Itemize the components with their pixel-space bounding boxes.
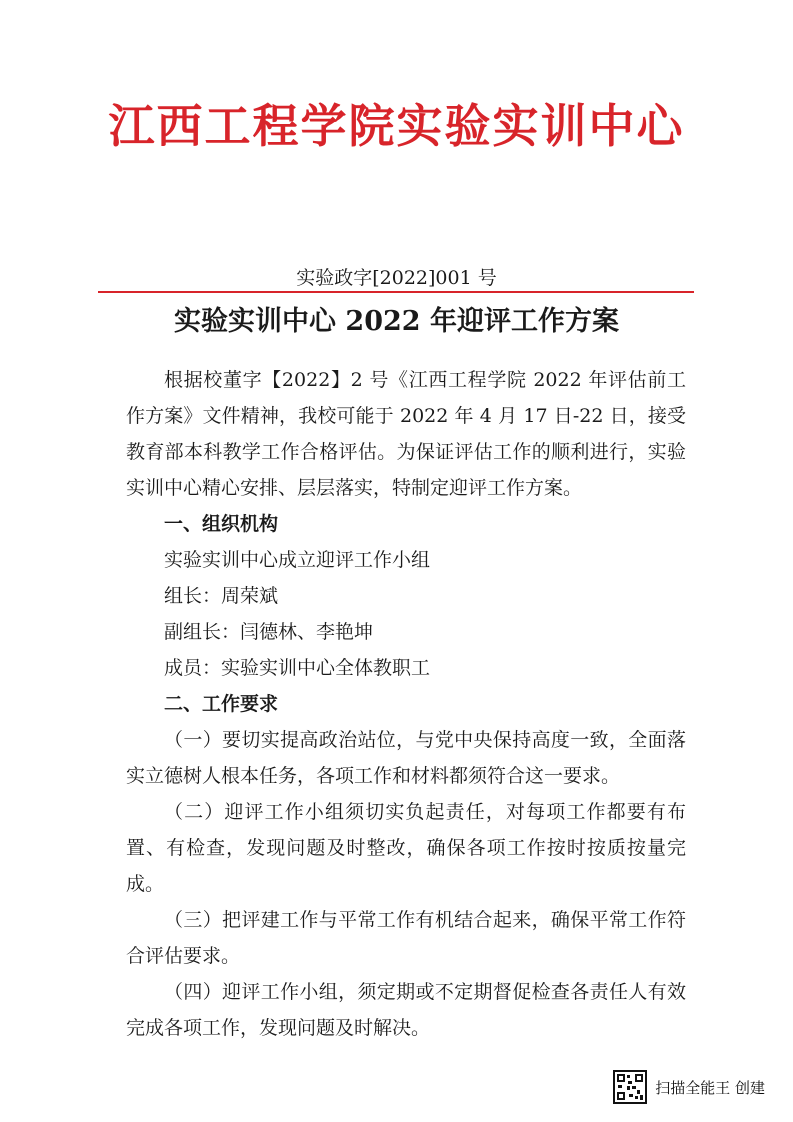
requirement-item: （二）迎评工作小组须切实负起责任，对每项工作都要有布置、有检查，发现问题及时整改，确保各项工作按时按质按量完成。	[126, 801, 686, 895]
organization-line: 副组长：闫德林、李艳坤	[164, 621, 374, 643]
requirement-item: （一）要切实提高政治站位，与党中央保持高度一致，全面落实立德树人根本任务，各项工作和材料都须符合这一要求。	[126, 729, 686, 787]
qr-code-icon	[613, 1070, 647, 1104]
document-body	[126, 362, 686, 1046]
red-divider-line	[98, 291, 694, 293]
intro-paragraph: 根据校董字【2022】2 号《江西工程学院 2022 年评估前工作方案》文件精神，我校可能于 2022 年 4 月 17 日-22 日，接受教育部本科教学工作合格评估。为保证评估工作的顺利进行，实验实训中心精心安排、层层落实，特制定迎评工作方案。	[126, 369, 686, 499]
document-title: 实验实训中心 2022 年迎评工作方案	[174, 306, 619, 337]
letterhead-title: 江西工程学院实验实训中心	[108, 99, 685, 153]
section-heading-requirements: 二、工作要求	[164, 693, 279, 715]
document-number: 实验政字[2022]001 号	[296, 267, 497, 289]
organization-line: 实验实训中心成立迎评工作小组	[164, 549, 431, 571]
scanner-watermark	[613, 1070, 765, 1104]
section-heading-organization: 一、组织机构	[164, 513, 279, 535]
requirement-item: （四）迎评工作小组，须定期或不定期督促检查各责任人有效完成各项工作，发现问题及时解决。	[126, 981, 686, 1039]
organization-line: 组长：周荣斌	[164, 585, 279, 607]
scanner-label: 扫描全能王 创建	[655, 1078, 765, 1097]
organization-line: 成员：实验实训中心全体教职工	[164, 657, 431, 679]
requirement-item: （三）把评建工作与平常工作有机结合起来，确保平常工作符合评估要求。	[126, 909, 686, 967]
